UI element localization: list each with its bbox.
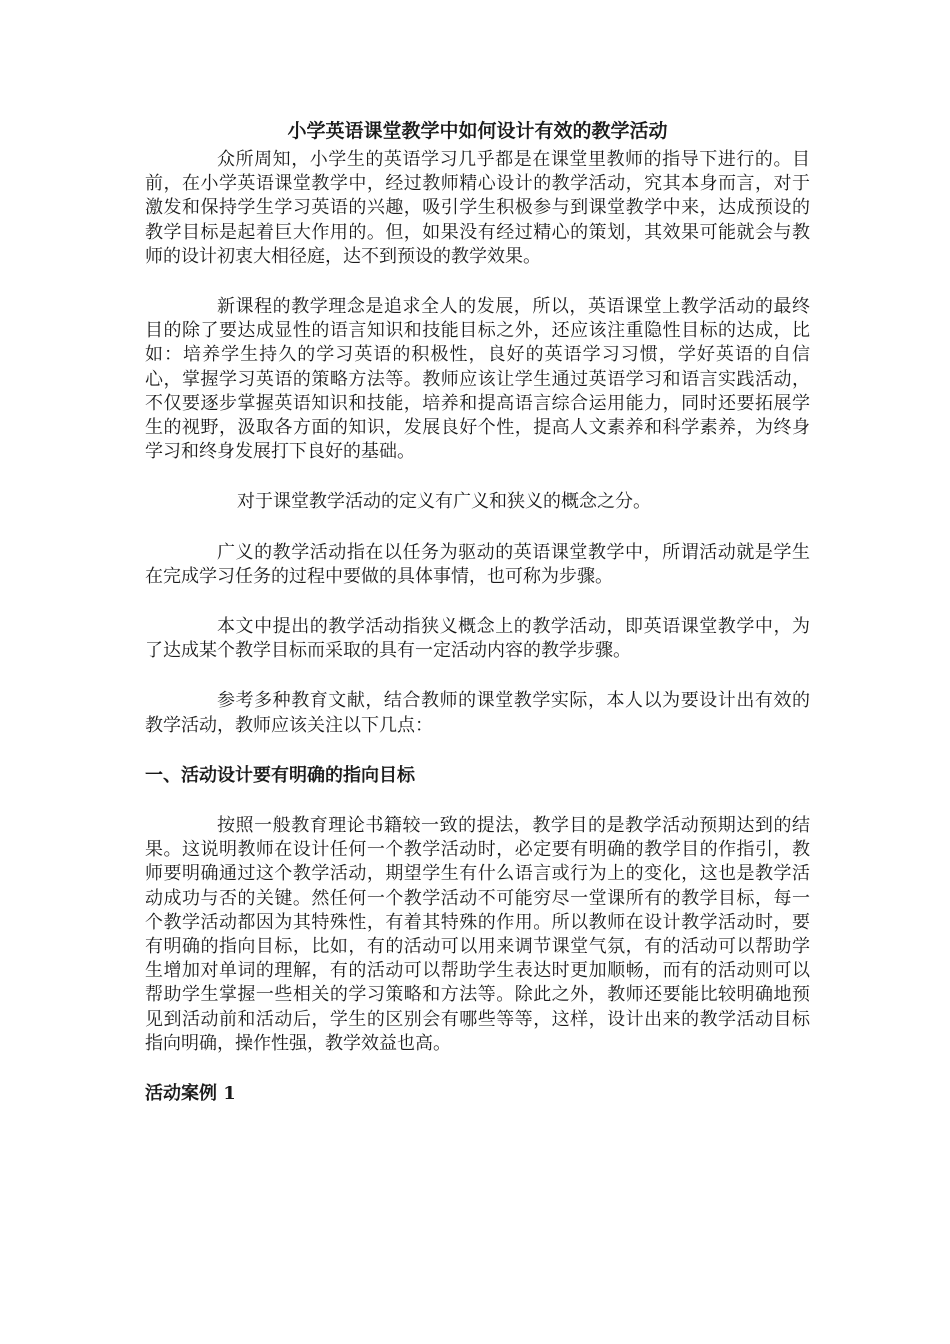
paragraph-references: 参考多种教育文献，结合教师的课堂教学实际，本人以为要设计出有效的教学活动，教师应该关注以下几点： [145, 690, 810, 736]
paragraph-definition: 对于课堂教学活动的定义有广义和狭义的概念之分。 [237, 491, 651, 513]
document-page [145, 118, 810, 1132]
paragraph-narrow-sense: 本文中提出的教学活动指狭义概念上的教学活动，即英语课堂教学中，为了达成某个教学目标而采取的具有一定活动内容的教学步骤。 [145, 616, 810, 662]
case-heading: 活动案例 1 [145, 1083, 236, 1105]
document-title: 小学英语课堂教学中如何设计有效的教学活动 [287, 120, 668, 142]
paragraph-intro: 众所周知，小学生的英语学习几乎都是在课堂里教师的指导下进行的。目前，在小学英语课堂教学中，经过教师精心设计的教学活动，究其本身而言，对于激发和保持学生学习英语的兴趣，吸引学生积极参与到课堂教学中来，达成预设的教学目标是起着巨大作用的。但，如果没有经过精心的策划，其效果可能就会与教师的设计初衷大相径庭，达不到预设的教学效果。 [145, 149, 810, 267]
paragraph-new-curriculum: 新课程的教学理念是追求全人的发展，所以，英语课堂上教学活动的最终目的除了要达成显性的语言知识和技能目标之外，还应该注重隐性目标的达成，比如：培养学生持久的学习英语的积极性，良好的英语学习习惯，学好英语的自信心，掌握学习英语的策略方法等。教师应该让学生通过英语学习和语言实践活动，不仅要逐步掌握英语知识和技能，培养和提高语言综合运用能力，同时还要拓展学生的视野，汲取各方面的知识，发展良好个性，提高人文素养和科学素养，为终身学习和终身发展打下良好的基础。 [145, 296, 810, 463]
paragraph-broad-sense: 广义的教学活动指在以任务为驱动的英语课堂教学中，所谓活动就是学生在完成学习任务的过程中要做的具体事情，也可称为步骤。 [145, 541, 810, 587]
section-heading: 一、活动设计要有明确的指向目标 [145, 764, 415, 786]
paragraph-section-body: 按照一般教育理论书籍较一致的提法，教学目的是教学活动预期达到的结果。这说明教师在设计任何一个教学活动时，必定要有明确的教学目的作指引，教师要明确通过这个教学活动，期望学生有什么语言或行为上的变化，这也是教学活动成功与否的关键。然任何一个教学活动不可能穷尽一堂课所有的教学目标，每一个教学活动都因为其特殊性，有着其特殊的作用。所以教师在设计教学活动时，要有明确的指向目标，比如，有的活动可以用来调节课堂气氛，有的活动可以帮助学生增加对单词的理解，有的活动可以帮助学生表达时更加顺畅，而有的活动则可以帮助学生掌握一些相关的学习策略和方法等。除此之外，教师还要能比较明确地预见到活动前和活动后，学生的区别会有哪些等等，这样，设计出来的教学活动目标指向明确，操作性强，教学效益也高。 [145, 815, 810, 1054]
